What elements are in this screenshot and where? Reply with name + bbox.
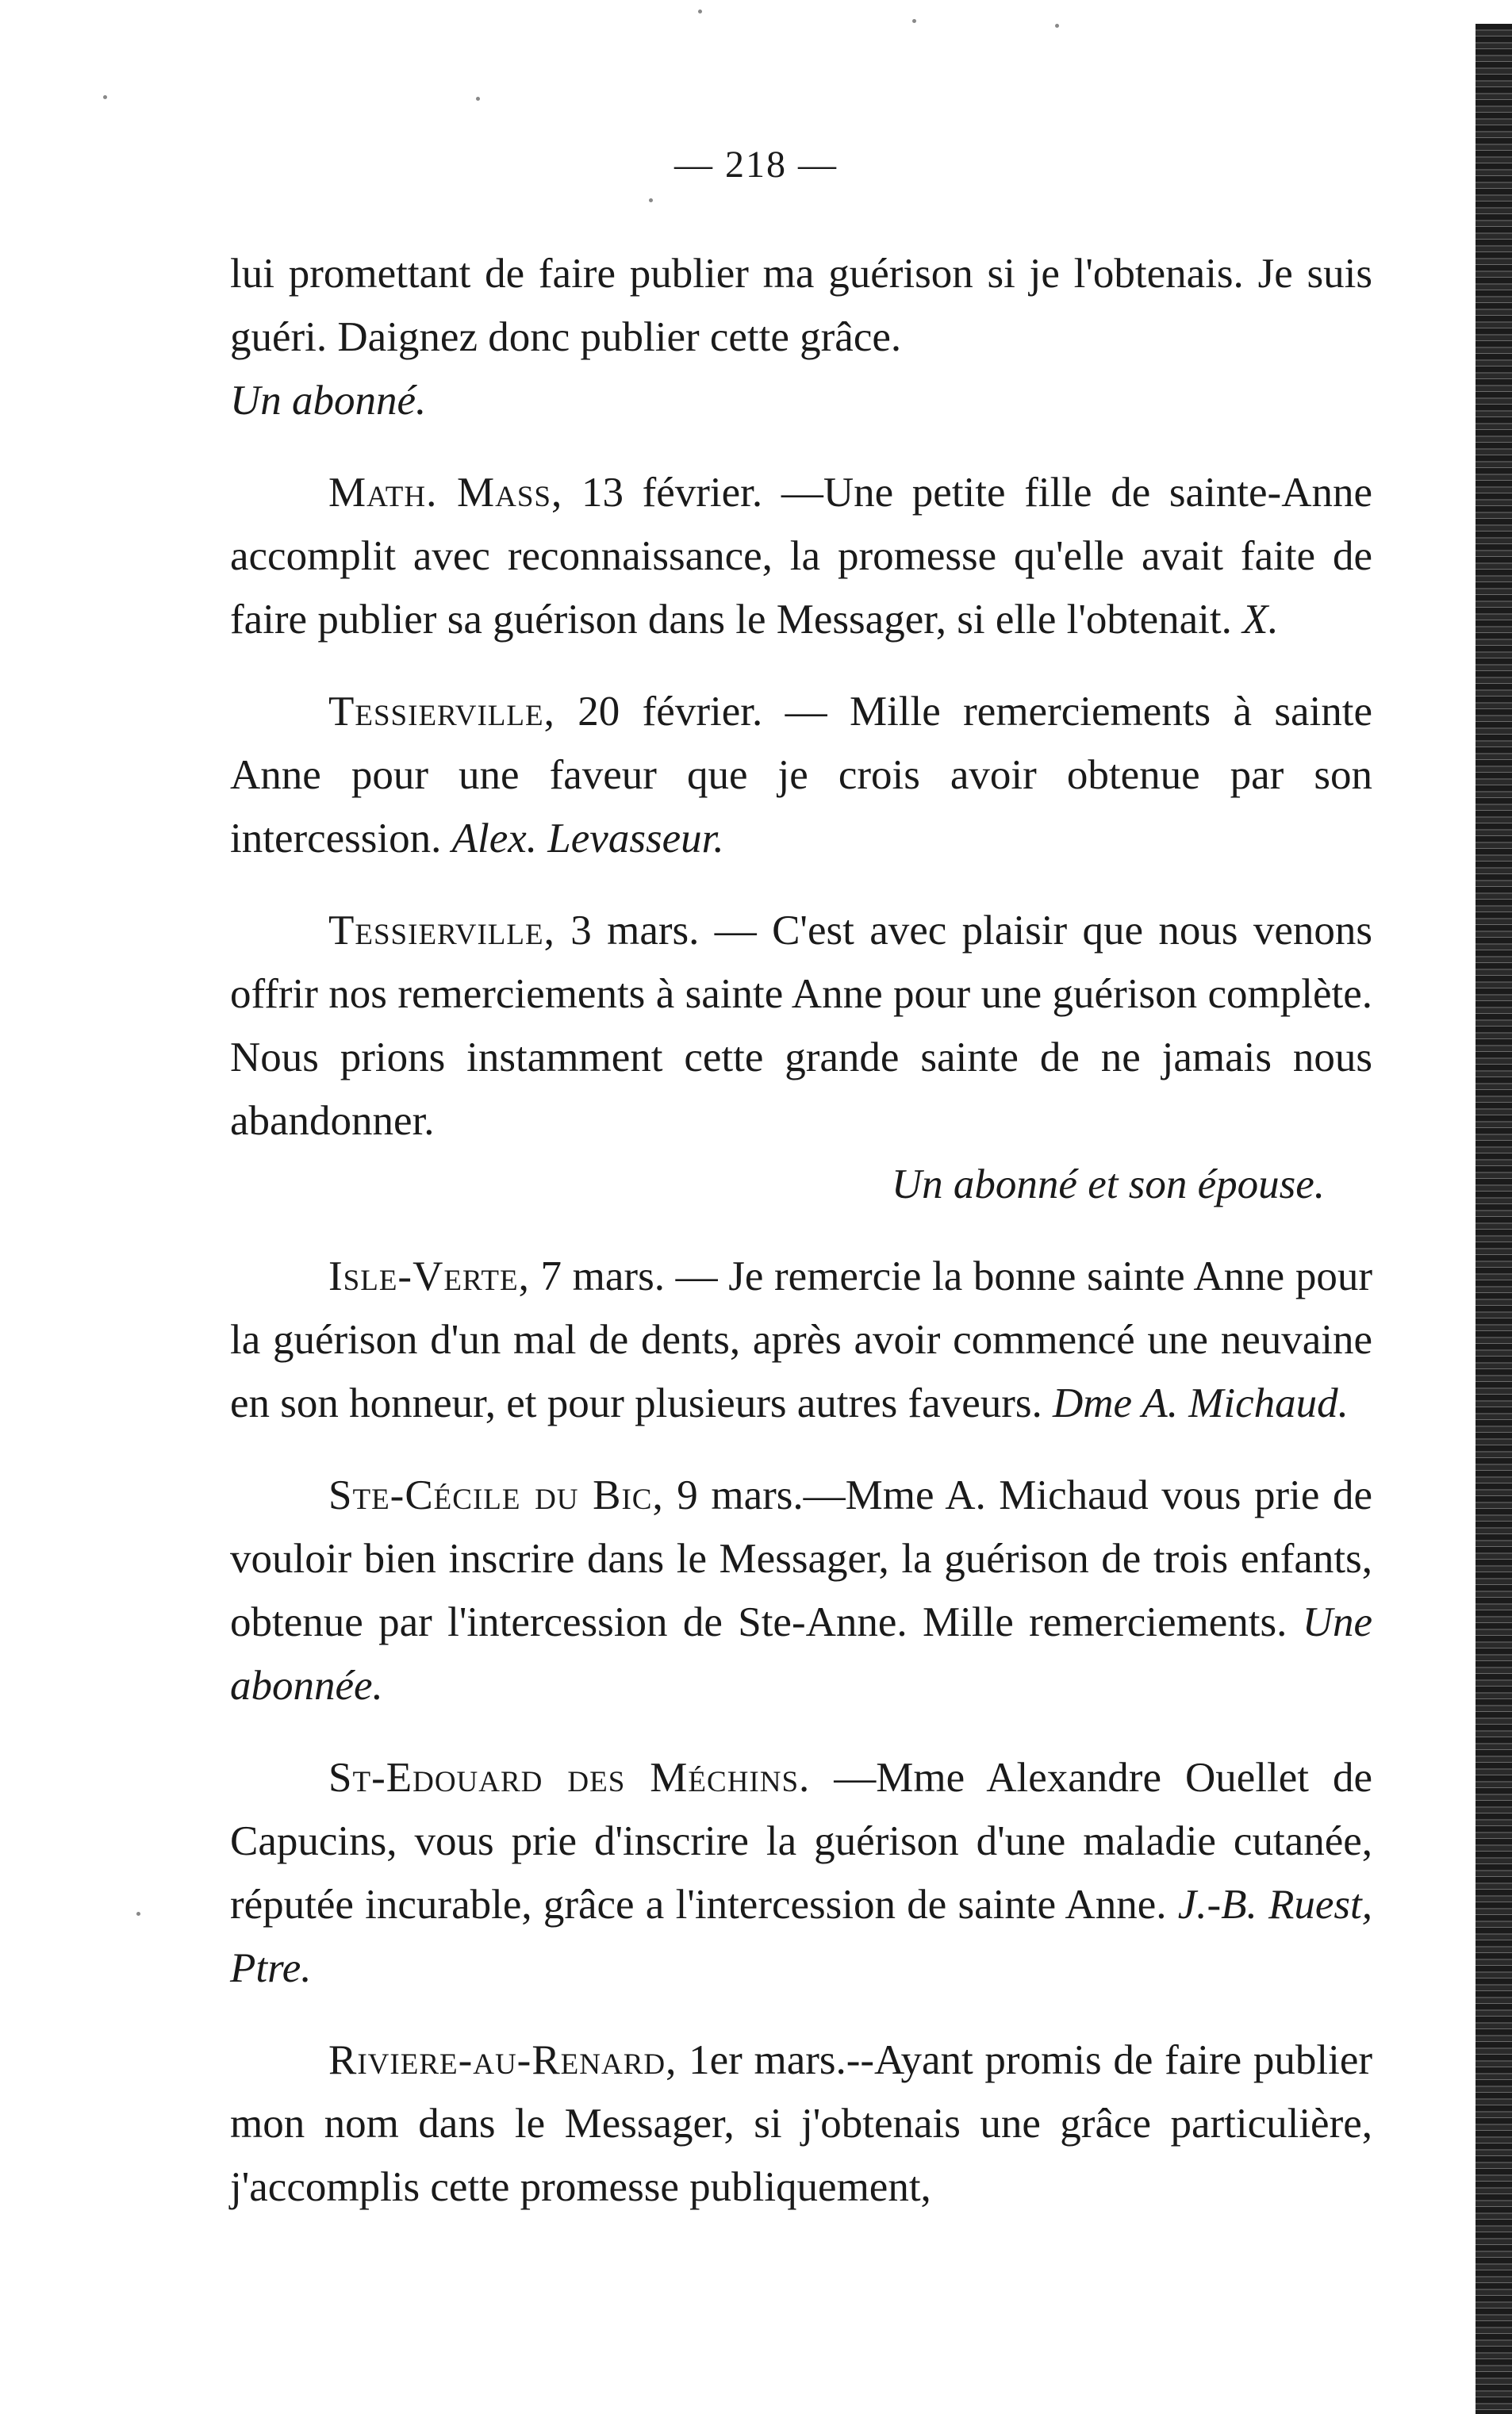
paragraph-text: 1er mars.--Ayant promis de faire publier mon nom dans le Messager, si j'obtenais une grâce particulière, j'accomplis cette promesse publiquement, bbox=[230, 2037, 1372, 2210]
signature: Alex. Levasseur. bbox=[451, 816, 724, 862]
signature: J.-B. Ruest, Ptre. bbox=[230, 1882, 1373, 1991]
paragraph-continuation bbox=[230, 242, 1372, 432]
paragraph-text: 13 février. —Une petite fille de sainte-Anne accomplit avec reconnaissance, la promesse qu'elle avait faite de faire publier sa guérison dans le Messager, si elle l'obtenait. bbox=[230, 470, 1373, 643]
place-name: Ste-Cécile du Bic, bbox=[328, 1472, 664, 1518]
place-name: Tessierville, bbox=[328, 689, 555, 735]
paragraph-text: 20 février. — Mille remerciements à sainte Anne pour une faveur que je crois avoir obtenue par son intercession. bbox=[230, 689, 1373, 862]
text-body bbox=[230, 242, 1372, 2247]
book-binding-edge bbox=[1476, 24, 1512, 2414]
place-name: Riviere-au-Renard, bbox=[328, 2037, 677, 2083]
place-name: St-Edouard des Méchins. bbox=[328, 1755, 811, 1801]
place-name: Isle-Verte, bbox=[328, 1253, 530, 1299]
paragraph-text: 3 mars. — C'est avec plaisir que nous venons offrir nos remerciements à sainte Anne pour une guérison complète. Nous prions instamment cette grande sainte de ne jamais nous abandonner. bbox=[230, 908, 1372, 1144]
paragraph-text: —Mme Alexandre Ouellet de Capucins, vous prie d'inscrire la guérison d'une maladie cutanée, réputée incurable, grâce a l'intercession de sainte Anne. bbox=[230, 1755, 1372, 1928]
entry-riviere-au-renard bbox=[230, 2028, 1372, 2219]
place-name: Math. Mass, bbox=[328, 470, 563, 516]
entry-st-edouard-des-mechins bbox=[230, 1746, 1372, 2000]
signature: X. bbox=[1242, 597, 1279, 643]
entry-ste-cecile-du-bic bbox=[230, 1464, 1372, 1717]
signature: Un abonné et son épouse. bbox=[891, 1161, 1325, 1207]
paragraph-text: lui promettant de faire publier ma guérison si je l'obtenais. Je suis guéri. Daignez donc publier cette grâce. bbox=[230, 251, 1372, 360]
entry-math-mass bbox=[230, 461, 1372, 651]
paragraph-text: 7 mars. — Je remercie la bonne sainte Anne pour la guérison d'un mal de dents, après avoir commencé une neuvaine en son honneur, et pour plusieurs autres faveurs. bbox=[230, 1253, 1372, 1426]
place-name: Tessierville, bbox=[328, 908, 555, 954]
entry-tessierville-1 bbox=[230, 680, 1372, 870]
signature: Une abonnée. bbox=[230, 1599, 1372, 1709]
signature: Dme A. Michaud. bbox=[1053, 1380, 1349, 1426]
signature: Un abonné. bbox=[230, 378, 427, 424]
entry-isle-verte bbox=[230, 1245, 1372, 1435]
entry-tessierville-2 bbox=[230, 899, 1372, 1216]
page-number: — 218 — bbox=[674, 144, 838, 186]
paragraph-text: 9 mars.—Mme A. Michaud vous prie de vouloir bien inscrire dans le Messager, la guérison de trois enfants, obtenue par l'intercession de Ste-Anne. Mille remerciements. bbox=[230, 1472, 1373, 1645]
